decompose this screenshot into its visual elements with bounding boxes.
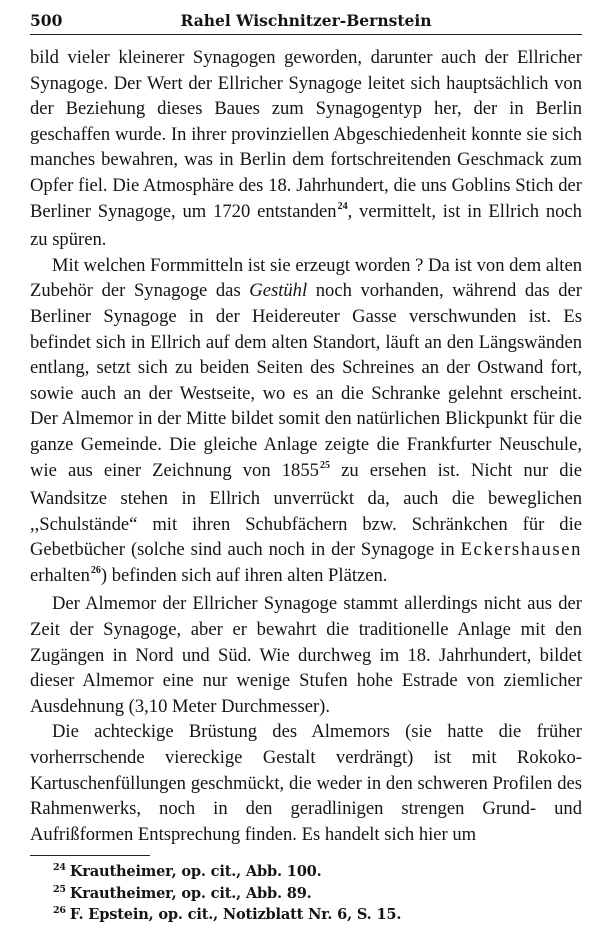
footnote-number: 25 <box>53 883 66 895</box>
paragraph-1 <box>30 45 582 253</box>
footnote-number: 26 <box>53 905 66 917</box>
footnote-text: Krautheimer, op. cit., Abb. 100. <box>69 863 322 881</box>
footnote <box>53 862 582 884</box>
footnote-ref-24: 24 <box>337 200 348 212</box>
paragraph-2-text-a: Mit welchen Formmitteln ist sie erzeugt worden ? Da ist von dem alten Zubehör der Synagoge das <box>30 254 582 302</box>
paragraph-2-text-c: zu ersehen ist. Nicht nur die Wandsitze stehen in Ellrich unverrückt da, auch die beweglichen ,,Schulstände“ mit ihren Schubfächern bzw. Schränkchen für die Gebetbücher (solche sind auch noch in der Synagoge in <box>30 459 582 561</box>
footnote-ref-26: 26 <box>90 564 101 576</box>
paragraph-4: Die achteckige Brüstung des Almemors (sie hatte die früher vorherrschende viereckige Gestalt verdrängt) ist mit Rokoko-Kartuschenfüllungen geschmückt, die weder in den schweren Profilen des Rahmenwerks, noch in den geradlinigen strengen Grund- und Aufrißformen Entsprechung finden. Es handelt sich hier um <box>30 721 582 845</box>
running-title: Rahel Wischnitzer-Bernstein <box>180 11 432 30</box>
footnote-number: 24 <box>53 862 66 874</box>
footnote-divider <box>30 855 150 856</box>
paragraph-2-emphasis: Gestühl <box>249 280 308 302</box>
paragraph-2-text-d: erhalten <box>30 564 90 586</box>
footnote <box>53 905 582 927</box>
page-number: 500 <box>30 11 63 30</box>
body-text <box>30 45 582 847</box>
footnote <box>53 884 582 906</box>
running-head <box>30 8 582 35</box>
paragraph-2-spaced-name: Eckershausen <box>460 539 582 561</box>
paragraph-1-text-b: , vermittelt, ist in Ellrich noch zu spüren. <box>30 200 582 251</box>
paragraph-1-text-a: bild vieler kleinerer Synagogen geworden, darunter auch der Ellricher Synagoge. Der Wert der Ellricher Synagoge leitet sich hauptsächlich von der Beziehung dieses Baues zum Synagogentyp her, der in Berlin geschaffen wurde. In ihrer provinziellen Abgeschiedenheit konnte sie sich manches bewahren, was in Berlin dem fortschreitenden Geschmack zum Opfer fiel. Die Atmosphäre des 18. Jahrhundert, die uns Goblins Stich der Berliner Synagoge, um 1720 entstanden <box>30 47 582 222</box>
book-page <box>30 8 582 927</box>
footnote-ref-25: 25 <box>319 459 330 471</box>
footnote-text: F. Epstein, op. cit., Notizblatt Nr. 6, S. 15. <box>69 906 402 924</box>
paragraph-3: Der Almemor der Ellricher Synagoge stammt allerdings nicht aus der Zeit der Synagoge, aber er bewahrt die traditionelle Anlage mit den Zugängen in Nord und Süd. Wie durchweg im 18. Jahrhundert, bildet dieser Almemor eine nur wenige Stufen hohe Estrade von ziemlicher Ausdehnung (3,10 Meter Durchmesser). <box>30 593 582 717</box>
paragraph-2-text-b: noch vorhanden, während das der Berliner Synagoge in der Heidereuter Gasse verschwunden ist. Es befindet sich in Ellrich auf dem alten Standort, läuft an den Längswänden entlang, setzt sich zu beiden Seiten des Schreines an der Ostwand fort, sowie auch an der Westseite, wo es an die Schranke gelehnt erscheint. Der Almemor in der Mitte bildet somit den natürlichen Blickpunkt für die ganze Gemeinde. Die gleiche Anlage zeigte die Frankfurter Neuschule, wie aus einer Zeichnung von 1855 <box>30 280 582 481</box>
paragraph-2 <box>30 253 582 592</box>
paragraph-2-text-e: ) befinden sich auf ihren alten Plätzen. <box>100 564 388 586</box>
footnote-text: Krautheimer, op. cit., Abb. 89. <box>69 884 312 902</box>
footnotes <box>30 862 582 927</box>
